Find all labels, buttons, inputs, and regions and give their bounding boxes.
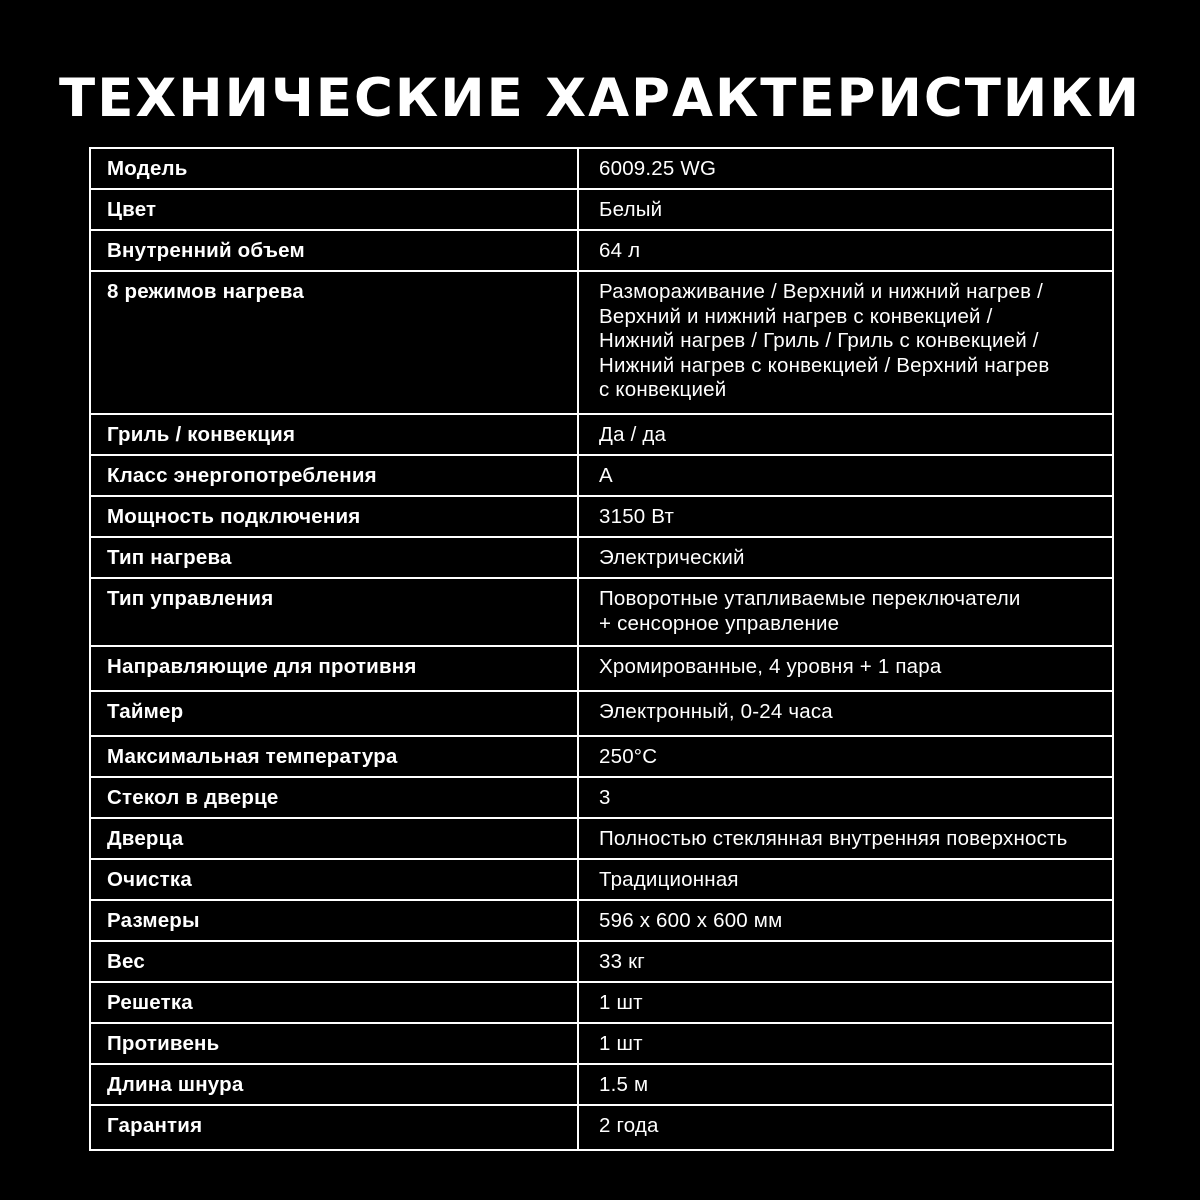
- table-row: [90, 537, 1113, 578]
- spec-value: Да / да: [578, 414, 1113, 455]
- spec-label: Тип нагрева: [90, 537, 578, 578]
- spec-label: Цвет: [90, 189, 578, 230]
- spec-value: 6009.25 WG: [578, 148, 1113, 189]
- spec-value: Полностью стеклянная внутренняя поверхность: [578, 818, 1113, 859]
- spec-label: Внутренний объем: [90, 230, 578, 271]
- spec-label: Стекол в дверце: [90, 777, 578, 818]
- table-row: [90, 691, 1113, 736]
- spec-value-line: Нижний нагрев / Гриль / Гриль с конвекцией /: [599, 329, 1039, 352]
- spec-label: 8 режимов нагрева: [90, 271, 578, 414]
- spec-value: 250°C: [578, 736, 1113, 777]
- spec-label: Максимальная температура: [90, 736, 578, 777]
- spec-value: 2 года: [578, 1105, 1113, 1150]
- spec-value: 1 шт: [578, 982, 1113, 1023]
- table-row: [90, 818, 1113, 859]
- spec-value: 3: [578, 777, 1113, 818]
- spec-value: Электронный, 0-24 часа: [578, 691, 1113, 736]
- spec-label: Гарантия: [90, 1105, 578, 1150]
- spec-table: [89, 147, 1114, 1151]
- spec-label: Противень: [90, 1023, 578, 1064]
- spec-value: 1.5 м: [578, 1064, 1113, 1105]
- spec-value: 33 кг: [578, 941, 1113, 982]
- spec-value-line: Нижний нагрев с конвекцией / Верхний нагрев: [599, 353, 1050, 377]
- spec-value: 64 л: [578, 230, 1113, 271]
- spec-label: Очистка: [90, 859, 578, 900]
- spec-value-line: с конвекцией: [599, 378, 727, 401]
- spec-label: Размеры: [90, 900, 578, 941]
- spec-value-line: Размораживание / Верхний и нижний нагрев /: [599, 280, 1043, 303]
- table-row: [90, 646, 1113, 691]
- spec-label: Гриль / конвекция: [90, 414, 578, 455]
- spec-label: Длина шнура: [90, 1064, 578, 1105]
- spec-value: Традиционная: [578, 859, 1113, 900]
- table-row: [90, 496, 1113, 537]
- spec-label: Решетка: [90, 982, 578, 1023]
- spec-label: Тип управления: [90, 578, 578, 646]
- spec-label: Мощность подключения: [90, 496, 578, 537]
- table-row: [90, 578, 1113, 646]
- table-row: [90, 900, 1113, 941]
- spec-value: Белый: [578, 189, 1113, 230]
- table-row: [90, 736, 1113, 777]
- spec-value: 3150 Вт: [578, 496, 1113, 537]
- table-row: [90, 777, 1113, 818]
- table-row: [90, 1105, 1113, 1150]
- table-row: [90, 859, 1113, 900]
- spec-label: Модель: [90, 148, 578, 189]
- spec-value-line: Поворотные утапливаемые переключатели: [599, 587, 1021, 610]
- spec-value: 596 x 600 x 600 мм: [578, 900, 1113, 941]
- table-row: [90, 455, 1113, 496]
- spec-label: Дверца: [90, 818, 578, 859]
- page-title: ТЕХНИЧЕСКИЕ ХАРАКТЕРИСТИКИ: [59, 68, 1141, 129]
- table-row: [90, 230, 1113, 271]
- spec-value-line: Верхний и нижний нагрев с конвекцией /: [599, 304, 993, 328]
- spec-value: A: [578, 455, 1113, 496]
- spec-label: Класс энергопотребления: [90, 455, 578, 496]
- table-row: [90, 1064, 1113, 1105]
- spec-label: Направляющие для противня: [90, 646, 578, 691]
- table-row: [90, 271, 1113, 414]
- spec-value: [578, 271, 1113, 414]
- table-row: [90, 941, 1113, 982]
- spec-value: [578, 578, 1113, 646]
- spec-value: 1 шт: [578, 1023, 1113, 1064]
- spec-label: Таймер: [90, 691, 578, 736]
- spec-value: Электрический: [578, 537, 1113, 578]
- table-row: [90, 148, 1113, 189]
- table-row: [90, 982, 1113, 1023]
- table-row: [90, 1023, 1113, 1064]
- spec-value-line: + сенсорное управление: [599, 611, 840, 635]
- spec-label: Вес: [90, 941, 578, 982]
- table-row: [90, 189, 1113, 230]
- spec-value: Хромированные, 4 уровня + 1 пара: [578, 646, 1113, 691]
- table-row: [90, 414, 1113, 455]
